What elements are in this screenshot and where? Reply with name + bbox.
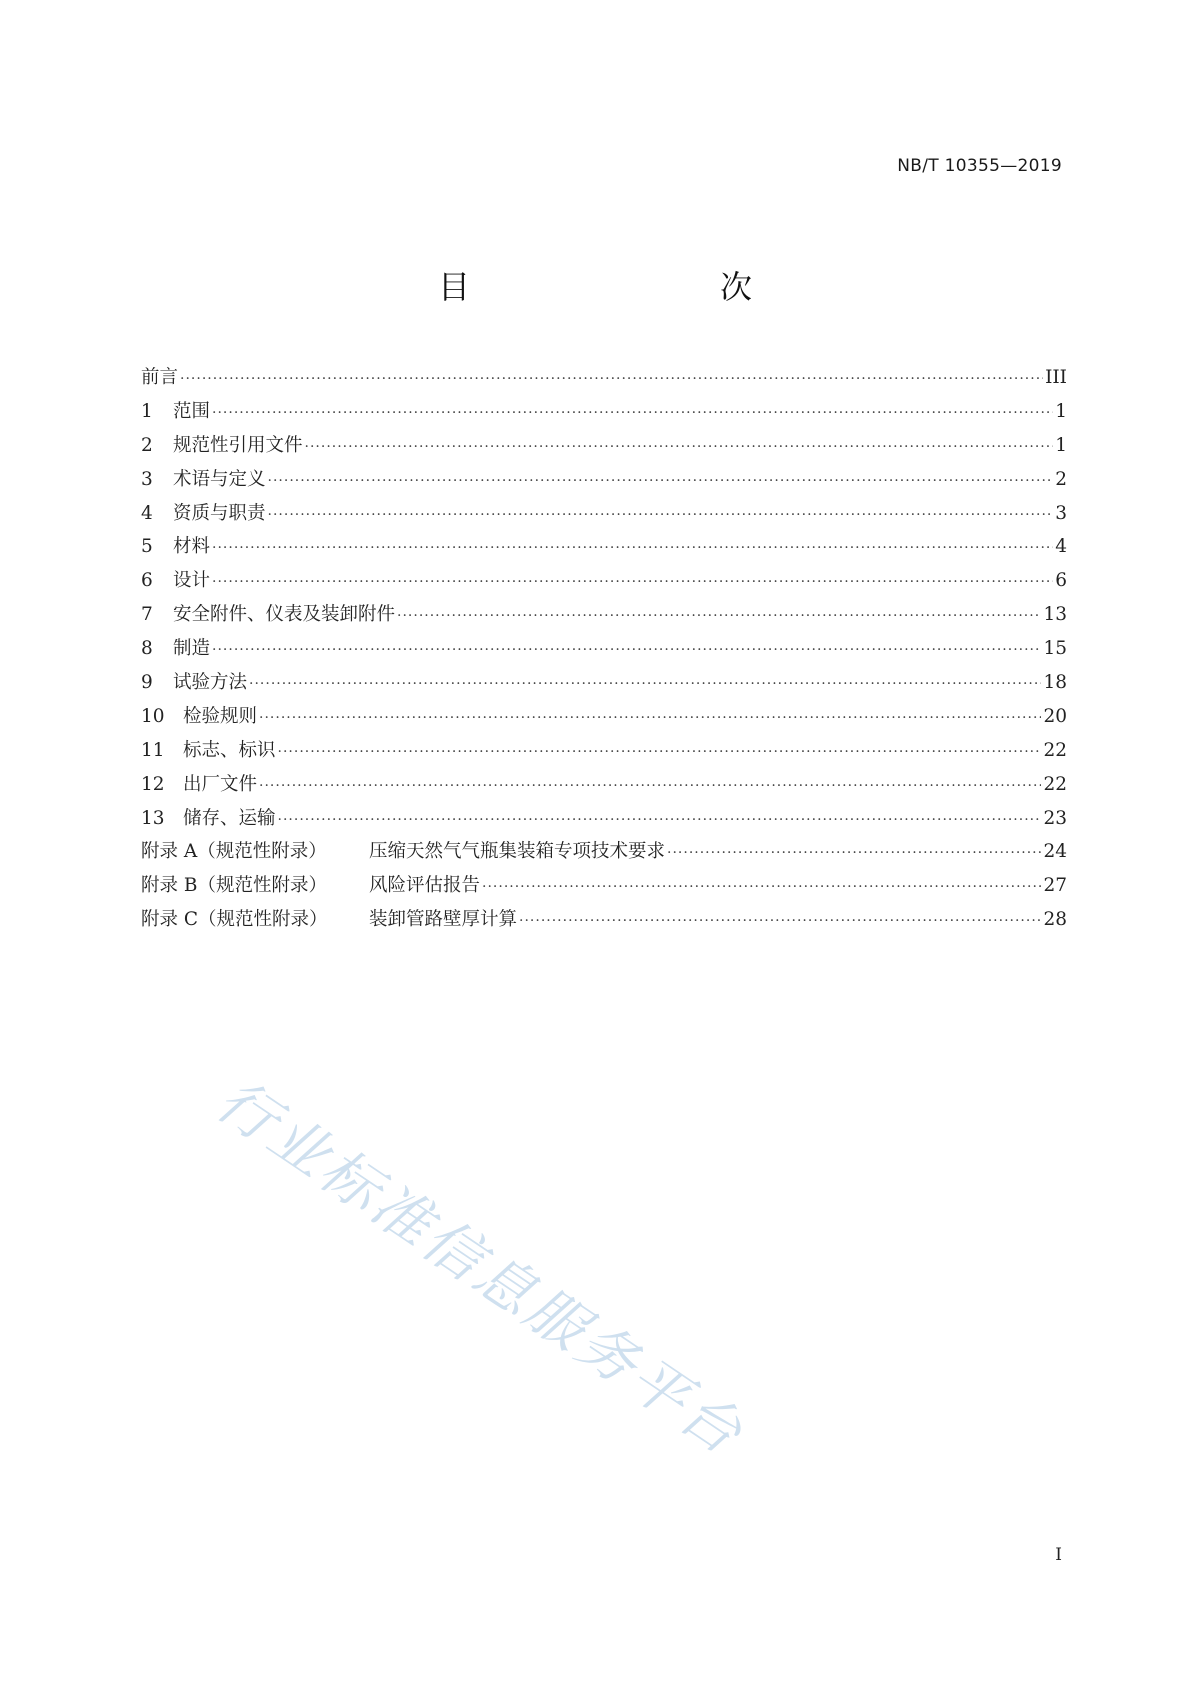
toc-entry-title: 材料 — [173, 536, 211, 558]
toc-entry-number: 9 — [141, 672, 153, 694]
toc-entry[interactable] — [141, 702, 1067, 736]
toc-entry-title: 前言 — [141, 367, 179, 388]
toc-entry-number: 6 — [141, 570, 153, 592]
toc-appendix-title: 装卸管路壁厚计算 — [369, 909, 518, 931]
toc-entry-title: 制造 — [173, 638, 211, 660]
toc-leader-dots — [519, 913, 1041, 929]
toc-entry-title: 范围 — [173, 400, 211, 422]
page-number: I — [1055, 1545, 1062, 1565]
toc-entry-title: 储存、运输 — [183, 807, 276, 829]
document-code: NB/T 10355—2019 — [897, 156, 1062, 176]
toc-leader-dots — [268, 507, 1054, 523]
toc-entry-number: 5 — [141, 536, 153, 558]
toc-entry-page: 13 — [1043, 604, 1067, 626]
watermark: 行业标准信息服务平台 — [204, 1065, 757, 1469]
toc-entry-page: 23 — [1043, 807, 1067, 829]
toc-appendix-label: 附录 B（规范性附录） — [141, 875, 327, 897]
toc-entry[interactable] — [141, 634, 1067, 668]
toc-entry-number: 1 — [141, 400, 153, 422]
toc-appendix-entry[interactable] — [141, 871, 1067, 905]
toc-entry-number: 8 — [141, 638, 153, 660]
toc-appendix-entry[interactable] — [141, 837, 1067, 871]
table-of-contents — [141, 363, 1067, 939]
toc-entry[interactable] — [141, 431, 1067, 465]
toc-entry-page: 1 — [1055, 400, 1067, 422]
toc-entry-number: 10 — [141, 705, 165, 727]
toc-leader-dots — [212, 574, 1053, 590]
toc-appendix-title: 压缩天然气气瓶集装箱专项技术要求 — [369, 841, 666, 863]
toc-entry-title: 试验方法 — [173, 672, 248, 694]
toc-entry-title: 资质与职责 — [173, 502, 266, 524]
toc-entry-number: 11 — [141, 739, 165, 761]
toc-entry-number: 4 — [141, 502, 153, 524]
toc-leader-dots — [259, 778, 1041, 794]
toc-entry-title: 设计 — [173, 570, 211, 592]
toc-entry-foreword[interactable] — [141, 363, 1067, 397]
toc-entry-title: 检验规则 — [183, 705, 258, 727]
toc-entry-title: 标志、标识 — [183, 739, 276, 761]
toc-entry-page: 28 — [1043, 909, 1067, 931]
toc-entry[interactable] — [141, 736, 1067, 770]
toc-entry[interactable] — [141, 566, 1067, 600]
toc-entry-page: 22 — [1043, 773, 1067, 795]
toc-entry-page: 15 — [1043, 638, 1067, 660]
toc-leader-dots — [482, 879, 1041, 895]
toc-leader-dots — [305, 439, 1054, 455]
toc-leader-dots — [268, 473, 1054, 489]
toc-leader-dots — [212, 540, 1053, 556]
toc-entry[interactable] — [141, 668, 1067, 702]
page-title: 目 次 — [437, 268, 814, 306]
toc-appendix-entry[interactable] — [141, 905, 1067, 939]
toc-leader-dots — [278, 744, 1042, 760]
toc-appendix-title: 风险评估报告 — [369, 875, 481, 897]
toc-leader-dots — [397, 608, 1041, 624]
toc-appendix-label: 附录 A（规范性附录） — [141, 841, 327, 863]
toc-entry[interactable] — [141, 804, 1067, 838]
toc-leader-dots — [212, 642, 1041, 658]
toc-entry-page: 27 — [1043, 875, 1067, 897]
toc-entry[interactable] — [141, 770, 1067, 804]
toc-entry-page: 6 — [1055, 570, 1067, 592]
toc-entry-page: 22 — [1043, 739, 1067, 761]
toc-leader-dots — [249, 676, 1041, 692]
toc-entry[interactable] — [141, 600, 1067, 634]
toc-entry[interactable] — [141, 499, 1067, 533]
toc-leader-dots — [259, 710, 1041, 726]
toc-entry-page: 20 — [1043, 705, 1067, 727]
toc-entry-page: 4 — [1055, 536, 1067, 558]
toc-entry-page: 24 — [1043, 841, 1067, 863]
toc-entry-number: 12 — [141, 773, 165, 795]
toc-entry-page: 3 — [1055, 502, 1067, 524]
toc-leader-dots — [212, 405, 1053, 421]
toc-entry-title: 术语与定义 — [173, 468, 266, 490]
toc-leader-dots — [278, 812, 1042, 828]
toc-entry-page: 1 — [1055, 434, 1067, 456]
toc-entry-title: 规范性引用文件 — [173, 434, 303, 456]
toc-appendix-label: 附录 C（规范性附录） — [141, 909, 328, 931]
toc-entry-title: 出厂文件 — [183, 773, 258, 795]
toc-entry-number: 2 — [141, 434, 153, 456]
toc-entry-number: 13 — [141, 807, 165, 829]
toc-entry-number: 7 — [141, 604, 153, 626]
toc-entry-page: 18 — [1043, 672, 1067, 694]
toc-entry-page: 2 — [1055, 468, 1067, 490]
toc-entry[interactable] — [141, 465, 1067, 499]
toc-entry-title: 安全附件、仪表及装卸附件 — [173, 604, 396, 626]
toc-entry[interactable] — [141, 532, 1067, 566]
toc-leader-dots — [180, 371, 1043, 387]
toc-leader-dots — [667, 845, 1041, 861]
toc-entry-number: 3 — [141, 468, 153, 490]
toc-entry-page: III — [1045, 367, 1067, 388]
toc-entry[interactable] — [141, 397, 1067, 431]
